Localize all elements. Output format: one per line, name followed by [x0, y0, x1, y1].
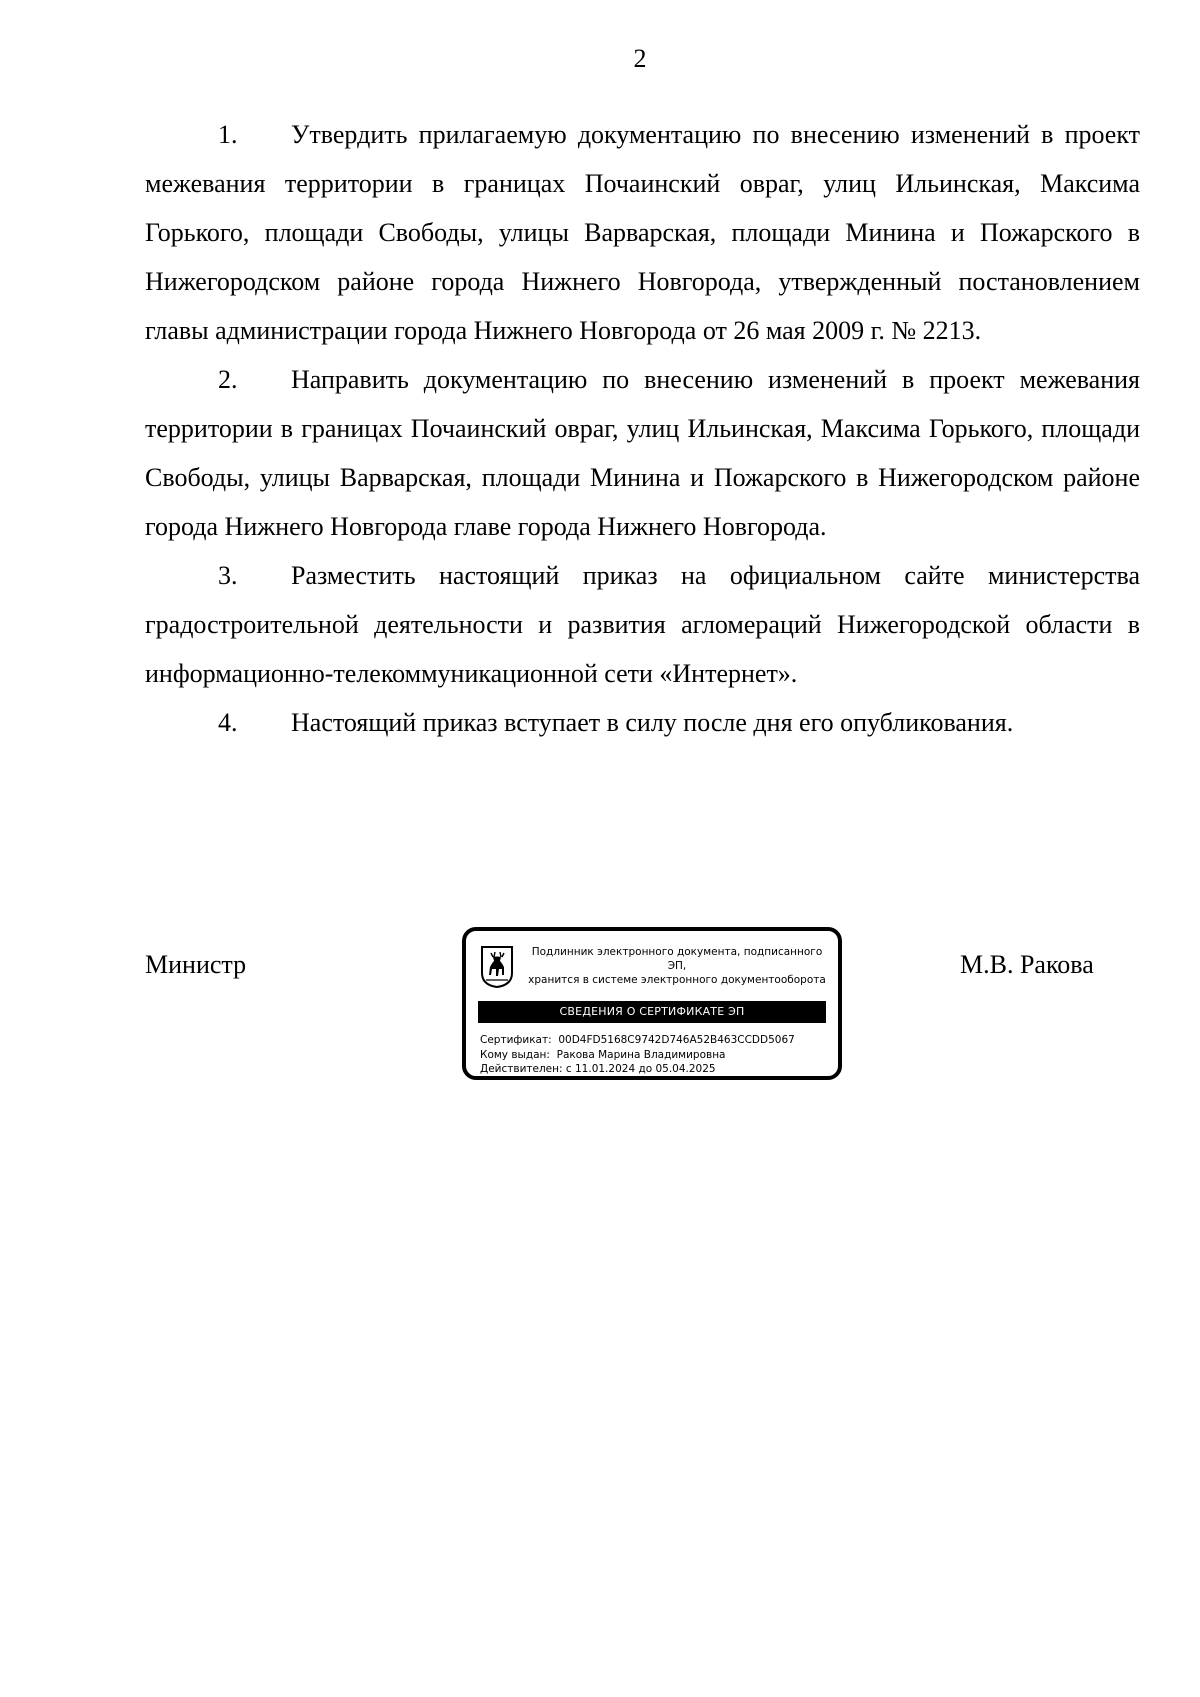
signatory-title: Министр — [145, 950, 247, 979]
valid-row — [480, 1062, 830, 1077]
document-body — [145, 110, 1140, 747]
paragraph-number: 4. — [218, 708, 238, 737]
page-number: 2 — [633, 44, 647, 73]
certificate-label: Сертификат: — [480, 1034, 552, 1046]
paragraph-1 — [145, 110, 1140, 355]
valid-label: Действителен: — [480, 1063, 563, 1075]
issued-to-value: Ракова Марина Владимировна — [556, 1048, 726, 1061]
certificate-info-bar: СВЕДЕНИЯ О СЕРТИФИКАТЕ ЭП — [478, 1001, 826, 1023]
electronic-signature-stamp — [462, 927, 842, 1080]
signatory-name: М.В. Ракова — [960, 950, 1094, 979]
paragraph-number: 2. — [218, 365, 238, 394]
paragraph-text: Направить документацию по внесению изменений в проект межевания территории в границах Почаинский овраг, улиц Ильинская, Максима Горького, площади Свободы, улицы Варварская, площади Минина и Пожарского в Нижегородском районе города Нижнего Новгорода главе города Нижнего Новгорода. — [145, 365, 1140, 541]
issued-to-label: Кому выдан: — [480, 1048, 550, 1061]
paragraph-4 — [145, 698, 1140, 747]
signature-block — [0, 925, 1200, 1095]
certificate-details — [480, 1033, 830, 1077]
paragraph-text: Разместить настоящий приказ на официальном сайте министерства градостроительной деятельности и развития агломераций Нижегородской области в информационно-телекоммуникационной сети «Интернет». — [145, 561, 1140, 688]
valid-value: с 11.01.2024 до 05.04.2025 — [565, 1063, 716, 1075]
paragraph-text: Настоящий приказ вступает в силу после дня его опубликования. — [291, 708, 1014, 737]
stamp-header — [522, 945, 832, 987]
paragraph-number: 3. — [218, 561, 238, 590]
paragraph-text: Утвердить прилагаемую документацию по внесению изменений в проект межевания территории в границах Почаинский овраг, улиц Ильинская, Максима Горького, площади Свободы, улицы Варварская, площади Минина и Пожарского в Нижегородском районе города Нижнего Новгорода, утвержденный постановлением главы администрации города Нижнего Новгорода от 26 мая 2009 г. № 2213. — [145, 120, 1140, 345]
paragraph-number: 1. — [218, 120, 238, 149]
paragraph-3 — [145, 551, 1140, 698]
certificate-row — [480, 1033, 830, 1048]
certificate-value: 00D4FD5168C9742D746A52B463CCDD5067 — [558, 1034, 795, 1046]
stamp-header-line: Подлинник электронного документа, подписанного ЭП, — [531, 946, 823, 972]
nizhny-novgorod-deer-emblem-icon — [480, 945, 514, 989]
stamp-header-line: хранится в системе электронного документооборота — [528, 974, 826, 986]
paragraph-2 — [145, 355, 1140, 551]
issued-to-row — [480, 1048, 830, 1063]
